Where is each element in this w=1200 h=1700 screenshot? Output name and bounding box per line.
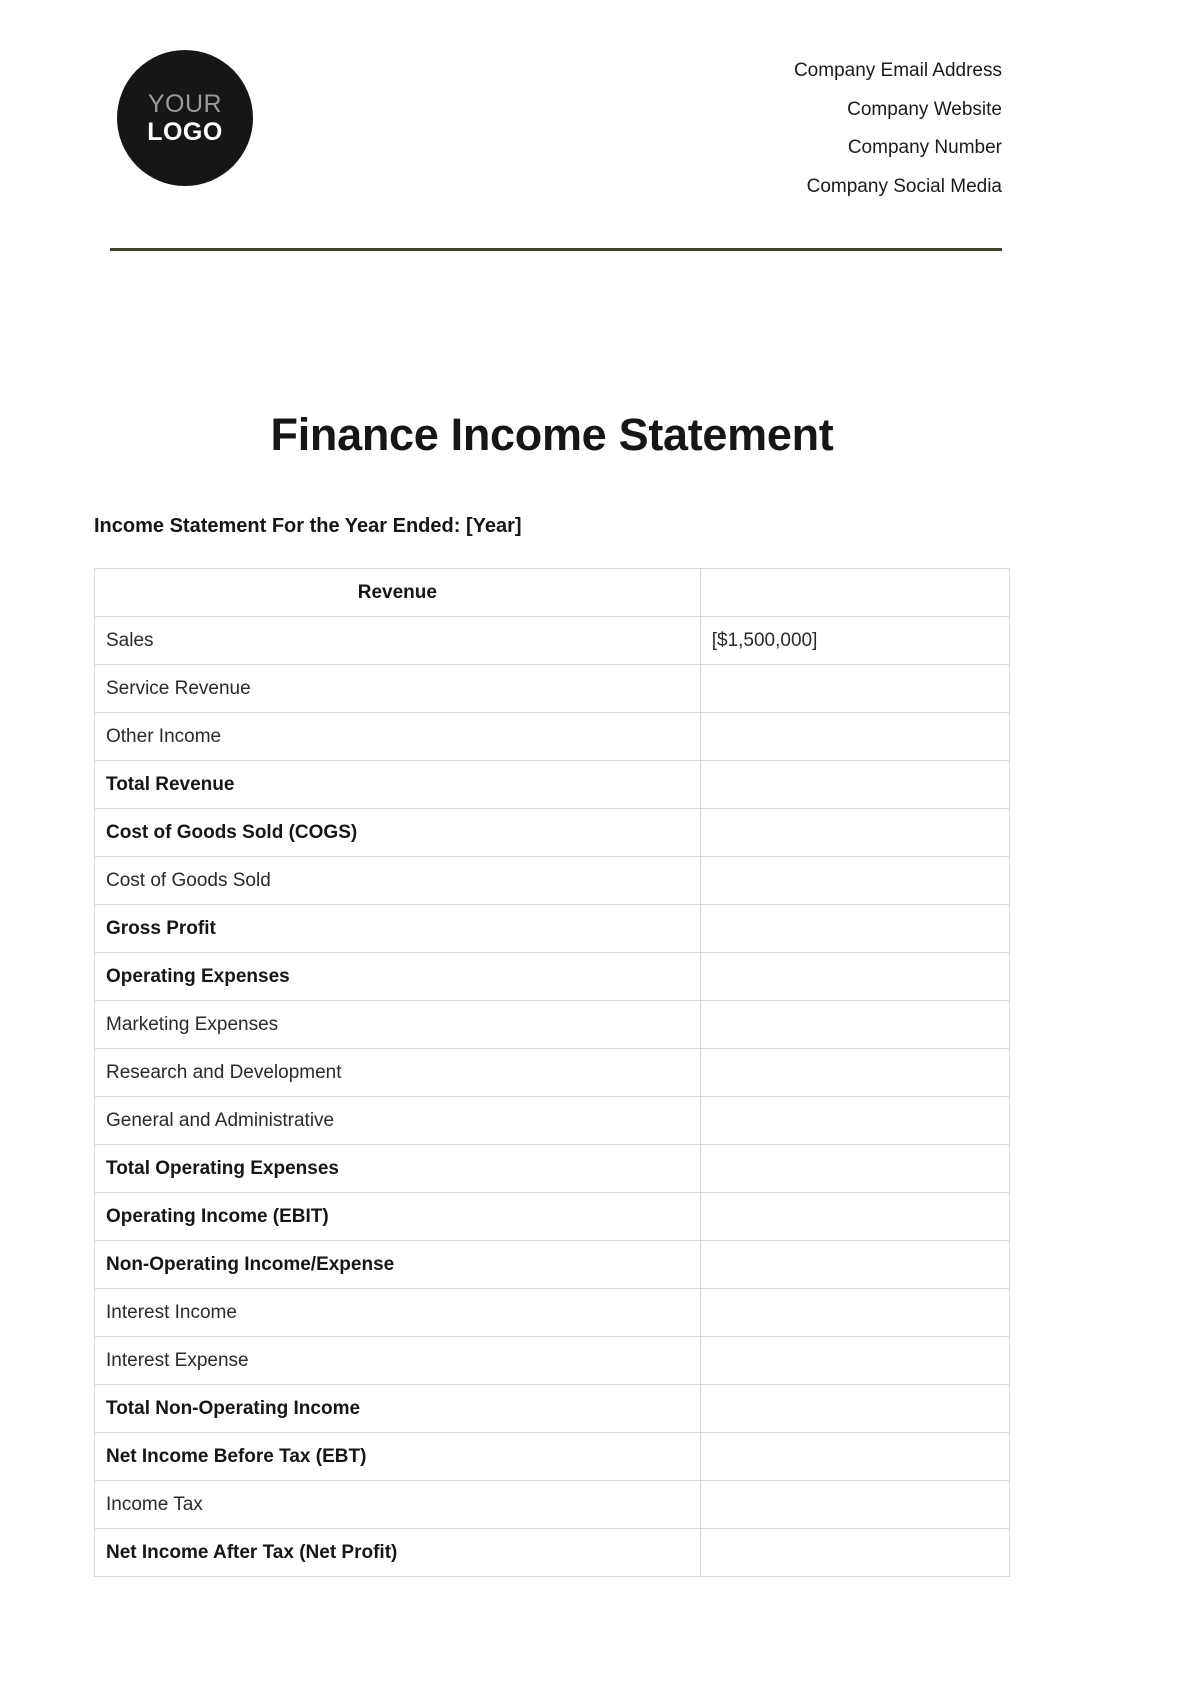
row-value [700, 905, 1009, 953]
contact-line-social: Company Social Media [806, 175, 1002, 197]
row-value [700, 1337, 1009, 1385]
row-value [700, 1001, 1009, 1049]
row-label: Research and Development [95, 1049, 701, 1097]
table-row [95, 809, 1010, 857]
row-label: General and Administrative [95, 1097, 701, 1145]
table-row [95, 1241, 1010, 1289]
row-label: Marketing Expenses [95, 1001, 701, 1049]
table-row [95, 857, 1010, 905]
row-value [700, 953, 1009, 1001]
table-row [95, 617, 1010, 665]
row-label: Cost of Goods Sold (COGS) [95, 809, 701, 857]
row-value [700, 665, 1009, 713]
row-value [700, 761, 1009, 809]
row-value [700, 1145, 1009, 1193]
table-row [95, 905, 1010, 953]
header-divider [110, 248, 1002, 251]
company-contact-info [794, 50, 1002, 206]
row-value: [$1,500,000] [700, 617, 1009, 665]
table-header-row [95, 569, 1010, 617]
row-value [700, 1481, 1009, 1529]
income-statement-table [94, 568, 1010, 1577]
row-label: Net Income After Tax (Net Profit) [95, 1529, 701, 1577]
row-label: Operating Expenses [95, 953, 701, 1001]
statement-period-heading: Income Statement For the Year Ended: [Year] [94, 515, 522, 537]
row-label: Net Income Before Tax (EBT) [95, 1433, 701, 1481]
row-label: Cost of Goods Sold [95, 857, 701, 905]
table-row [95, 1337, 1010, 1385]
table-row [95, 1385, 1010, 1433]
row-value [700, 1385, 1009, 1433]
row-value [700, 1097, 1009, 1145]
row-value [700, 1433, 1009, 1481]
document-header [94, 50, 1010, 206]
row-label: Non-Operating Income/Expense [95, 1241, 701, 1289]
income-table-body [95, 617, 1010, 1577]
table-row [95, 665, 1010, 713]
row-label: Other Income [95, 713, 701, 761]
table-row [95, 1049, 1010, 1097]
contact-line-email: Company Email Address [793, 60, 1002, 81]
row-label: Total Operating Expenses [95, 1145, 701, 1193]
row-label: Total Non-Operating Income [95, 1385, 701, 1433]
row-label: Interest Income [95, 1289, 701, 1337]
row-value [700, 1193, 1009, 1241]
table-row [95, 1481, 1010, 1529]
row-value [700, 1241, 1009, 1289]
row-value [700, 713, 1009, 761]
row-label: Sales [95, 617, 701, 665]
row-value [700, 1049, 1009, 1097]
row-value [700, 1289, 1009, 1337]
table-row [95, 761, 1010, 809]
logo-text-logo: LOGO [147, 118, 223, 146]
row-value [700, 1529, 1009, 1577]
table-row [95, 953, 1010, 1001]
contact-line-number: Company Number [847, 137, 1002, 158]
table-row [95, 1097, 1010, 1145]
revenue-header-value-cell [700, 569, 1009, 617]
row-value [700, 857, 1009, 905]
row-label: Total Revenue [95, 761, 701, 809]
company-logo [117, 50, 253, 186]
contact-line-website: Company Website [847, 98, 1002, 120]
row-label: Interest Expense [95, 1337, 701, 1385]
row-label: Service Revenue [95, 665, 701, 713]
table-row [95, 1433, 1010, 1481]
row-value [700, 809, 1009, 857]
table-row [95, 1145, 1010, 1193]
logo-text-your: YOUR [147, 90, 223, 118]
page-title: Finance Income Statement [270, 409, 834, 460]
table-row [95, 713, 1010, 761]
table-row [95, 1529, 1010, 1577]
revenue-header-cell: Revenue [95, 569, 701, 617]
table-row [95, 1001, 1010, 1049]
row-label: Gross Profit [95, 905, 701, 953]
table-row [95, 1193, 1010, 1241]
row-label: Income Tax [95, 1481, 701, 1529]
row-label: Operating Income (EBIT) [95, 1193, 701, 1241]
table-row [95, 1289, 1010, 1337]
